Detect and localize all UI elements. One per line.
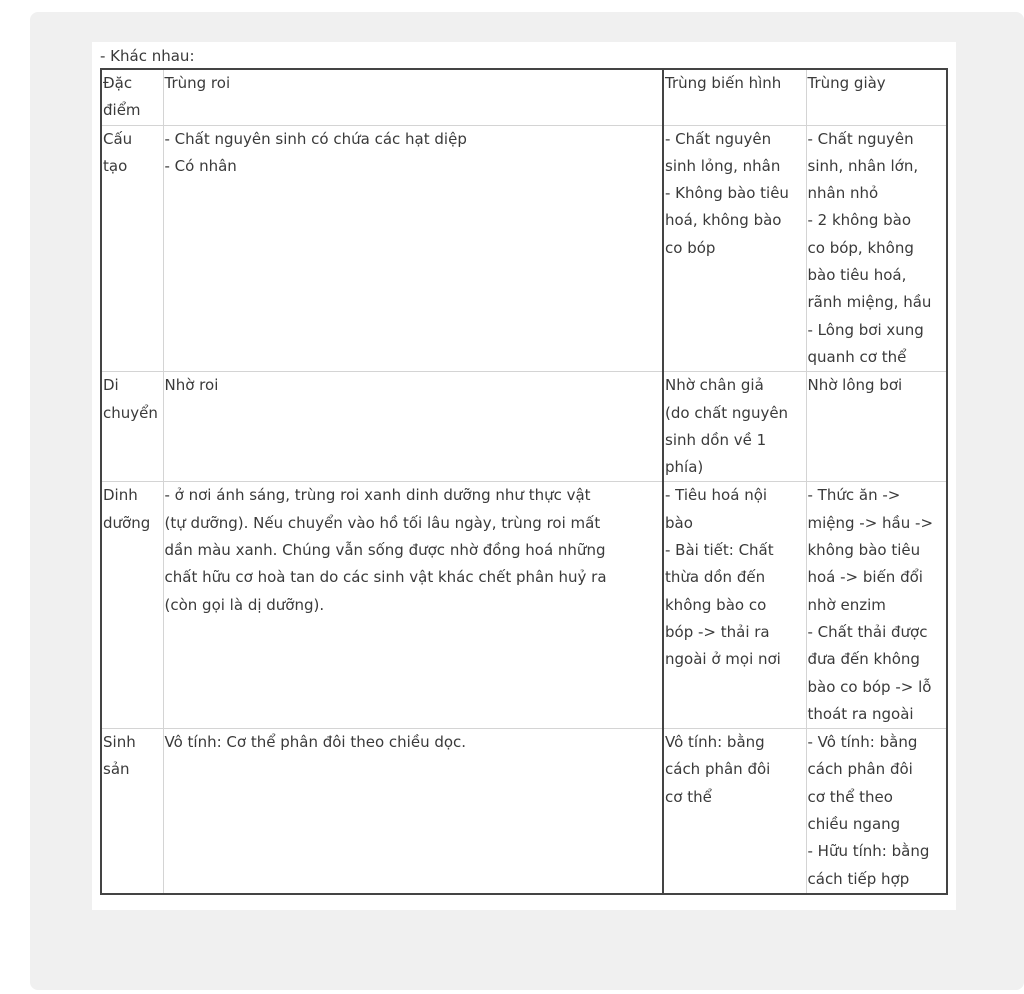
header-cell-feature: Đặc điểm	[101, 69, 163, 125]
trung-bien-hinh-cell: - Chất nguyên sinh lỏng, nhân - Không bào tiêu hoá, không bào co bóp	[663, 125, 806, 372]
header-cell-trung-bien-hinh: Trùng biến hình	[663, 69, 806, 125]
table-row	[101, 482, 947, 729]
row-label-cell: Sinh sản	[101, 729, 163, 894]
trung-bien-hinh-cell: - Tiêu hoá nội bào - Bài tiết: Chất thừa dồn đến không bào co bóp -> thải ra ngoài ở mọi nơi	[663, 482, 806, 729]
header-cell-trung-giay: Trùng giày	[806, 69, 947, 125]
trung-giay-cell: - Chất nguyên sinh, nhân lớn, nhân nhỏ - 2 không bào co bóp, không bào tiêu hoá, rãnh miệng, hầu - Lông bơi xung quanh cơ thể	[806, 125, 947, 372]
comparison-table	[100, 68, 948, 895]
trung-bien-hinh-cell: Vô tính: bằng cách phân đôi cơ thể	[663, 729, 806, 894]
trung-roi-cell: Nhờ roi	[163, 372, 663, 482]
header-cell-trung-roi: Trùng roi	[163, 69, 663, 125]
trung-giay-cell: - Thức ăn -> miệng -> hầu -> không bào tiêu hoá -> biến đổi nhờ enzim - Chất thải được đưa đến không bào co bóp -> lỗ thoát ra ngoài	[806, 482, 947, 729]
trung-roi-cell: Vô tính: Cơ thể phân đôi theo chiều dọc.	[163, 729, 663, 894]
trung-bien-hinh-cell: Nhờ chân giả (do chất nguyên sinh dồn về 1 phía)	[663, 372, 806, 482]
trung-giay-cell: - Vô tính: bằng cách phân đôi cơ thể theo chiều ngang - Hữu tính: bằng cách tiếp hợp	[806, 729, 947, 894]
trung-giay-cell: Nhờ lông bơi	[806, 372, 947, 482]
row-label-cell: Di chuyển	[101, 372, 163, 482]
table-row	[101, 125, 947, 372]
table-row	[101, 372, 947, 482]
table-row	[101, 729, 947, 894]
row-label-cell: Cấu tạo	[101, 125, 163, 372]
row-label-cell: Dinh dưỡng	[101, 482, 163, 729]
trung-roi-cell: - Chất nguyên sinh có chứa các hạt diệp - Có nhân	[163, 125, 663, 372]
table-header-row	[101, 69, 947, 125]
trung-roi-cell: - ở nơi ánh sáng, trùng roi xanh dinh dưỡng như thực vật (tự dưỡng). Nếu chuyển vào hồ tối lâu ngày, trùng roi mất dần màu xanh. Chúng vẫn sống được nhờ đồng hoá những chất hữu cơ hoà tan do các sinh vật khác chết phân huỷ ra (còn gọi là dị dưỡng).	[163, 482, 663, 729]
section-heading: - Khác nhau:	[100, 47, 195, 65]
